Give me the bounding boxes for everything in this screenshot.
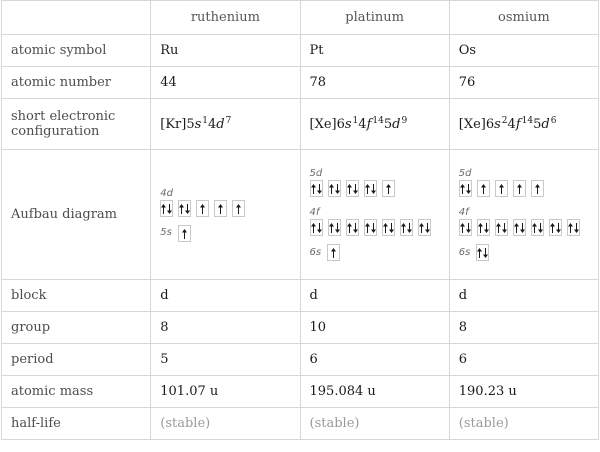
header-platinum: platinum	[300, 1, 449, 35]
spin-down-arrow-icon	[353, 223, 358, 233]
spin-up-arrow-icon	[347, 184, 352, 194]
config-cell	[151, 99, 300, 150]
spin-down-arrow-icon	[371, 223, 376, 233]
spin-up-arrow-icon	[532, 223, 537, 233]
orbital-box	[477, 180, 490, 197]
spin-down-arrow-icon	[484, 223, 489, 233]
aufbau-cell	[449, 150, 598, 280]
orbital-label: 6s	[458, 246, 471, 258]
cell-platinum: d	[300, 280, 449, 312]
aufbau-cell	[300, 150, 449, 280]
orbital-box	[346, 180, 359, 197]
spin-down-arrow-icon	[335, 223, 340, 233]
row-aufbau-diagram	[2, 150, 599, 280]
config-core: [Xe]	[458, 116, 486, 132]
cell-osmium: 76	[449, 67, 598, 99]
spin-up-arrow-icon	[460, 223, 465, 233]
orbital-label: 5d	[458, 168, 472, 179]
orbital-box-row	[327, 244, 340, 261]
orbital-box-row	[160, 200, 290, 217]
orbital-label: 4f	[458, 207, 469, 218]
orbital-box	[328, 219, 341, 236]
spin-down-arrow-icon	[353, 184, 358, 194]
spin-down-arrow-icon	[483, 248, 488, 258]
orbital-box	[328, 180, 341, 197]
spin-up-arrow-icon	[481, 184, 486, 194]
spin-up-arrow-icon	[331, 248, 336, 258]
orbital-box	[459, 219, 472, 236]
spacer	[459, 197, 589, 207]
config-shell-number: 6	[485, 116, 495, 132]
orbital-box	[567, 219, 580, 236]
spin-up-arrow-icon	[365, 223, 370, 233]
config-electron-count: 1	[352, 115, 359, 126]
spin-up-arrow-icon	[182, 229, 187, 239]
spin-down-arrow-icon	[466, 184, 471, 194]
element-comparison-table	[1, 0, 599, 440]
spin-down-arrow-icon	[317, 184, 322, 194]
cell-ruthenium: 101.07 u	[151, 376, 300, 408]
config-subshell-letter: d	[392, 116, 401, 132]
cell-ruthenium: 8	[151, 312, 300, 344]
header-empty	[2, 1, 151, 35]
orbital-s-row	[160, 225, 290, 242]
spin-up-arrow-icon	[236, 204, 241, 214]
spin-up-arrow-icon	[496, 223, 501, 233]
spin-up-arrow-icon	[311, 223, 316, 233]
spin-up-arrow-icon	[218, 204, 223, 214]
orbital-label: 6s	[309, 246, 322, 258]
orbital-box	[310, 180, 323, 197]
orbital-box-row	[310, 180, 440, 197]
row-group	[2, 312, 599, 344]
cell-osmium: 8	[449, 312, 598, 344]
orbital-box	[232, 200, 245, 217]
orbital-box-row	[476, 244, 489, 261]
orbital-box	[400, 219, 413, 236]
orbital-box	[382, 180, 395, 197]
cell-osmium: d	[449, 280, 598, 312]
cell-ruthenium: (stable)	[151, 408, 300, 440]
spin-up-arrow-icon	[499, 184, 504, 194]
orbital-box	[160, 200, 173, 217]
row-block	[2, 280, 599, 312]
orbital-box	[364, 219, 377, 236]
spin-down-arrow-icon	[371, 184, 376, 194]
row-label: period	[2, 344, 151, 376]
spin-down-arrow-icon	[425, 223, 430, 233]
spin-up-arrow-icon	[329, 184, 334, 194]
row-electron-configuration	[2, 99, 599, 150]
config-subshell-letter: s	[194, 116, 202, 132]
spacer	[310, 197, 440, 207]
orbital-box	[531, 219, 544, 236]
header-ruthenium: ruthenium	[151, 1, 300, 35]
spin-up-arrow-icon	[568, 223, 573, 233]
orbital-box	[196, 200, 209, 217]
orbital-label: 4f	[309, 207, 320, 218]
spin-up-arrow-icon	[161, 204, 166, 214]
orbital-box	[364, 180, 377, 197]
row-half-life	[2, 408, 599, 440]
cell-platinum: 195.084 u	[300, 376, 449, 408]
orbital-box	[459, 180, 472, 197]
config-shell-number: 6	[336, 116, 345, 132]
spin-down-arrow-icon	[167, 204, 172, 214]
config-cell	[300, 99, 449, 150]
cell-osmium: 190.23 u	[449, 376, 598, 408]
row-label: group	[2, 312, 151, 344]
config-subshell-letter: s	[494, 116, 501, 132]
orbital-box	[476, 244, 489, 261]
orbital-label: 5d	[309, 168, 323, 179]
spin-up-arrow-icon	[365, 184, 370, 194]
orbital-box-row	[178, 225, 191, 242]
config-subshell-letter: f	[515, 116, 521, 132]
config-shell-number: 4	[358, 116, 367, 132]
spin-down-arrow-icon	[466, 223, 471, 233]
orbital-box	[513, 180, 526, 197]
orbital-box	[513, 219, 526, 236]
spin-up-arrow-icon	[200, 204, 205, 214]
config-electron-count: 1	[202, 115, 209, 126]
config-shell-number: 5	[383, 116, 393, 132]
config-subshell-letter: d	[216, 116, 225, 132]
config-shell-number: 5	[533, 116, 542, 132]
config-core: [Kr]	[160, 116, 187, 132]
cell-platinum: Pt	[300, 35, 449, 67]
aufbau-cell	[151, 150, 300, 280]
spin-down-arrow-icon	[317, 223, 322, 233]
config-electron-count: 9	[401, 115, 408, 126]
cell-platinum: 10	[300, 312, 449, 344]
spin-down-arrow-icon	[389, 223, 394, 233]
cell-platinum: (stable)	[300, 408, 449, 440]
config-electron-count: 6	[550, 115, 557, 126]
cell-ruthenium: 5	[151, 344, 300, 376]
spin-down-arrow-icon	[520, 223, 525, 233]
cell-ruthenium: d	[151, 280, 300, 312]
config-electron-count: 2	[501, 115, 508, 126]
spin-down-arrow-icon	[556, 223, 561, 233]
config-subshell-letter: s	[344, 116, 352, 132]
spin-up-arrow-icon	[401, 223, 406, 233]
spin-up-arrow-icon	[383, 223, 388, 233]
config-electron-count: 7	[225, 115, 232, 126]
orbital-s-row	[310, 244, 440, 261]
orbital-box	[214, 200, 227, 217]
spin-up-arrow-icon	[311, 184, 316, 194]
config-cell	[449, 99, 598, 150]
orbital-box-row	[459, 180, 589, 197]
spin-down-arrow-icon	[335, 184, 340, 194]
spin-up-arrow-icon	[419, 223, 424, 233]
cell-ruthenium: 44	[151, 67, 300, 99]
config-shell-number: 5	[186, 116, 195, 132]
spin-down-arrow-icon	[502, 223, 507, 233]
row-label: atomic symbol	[2, 35, 151, 67]
orbital-box	[418, 219, 431, 236]
header-row	[2, 1, 599, 35]
row-label: Aufbau diagram	[2, 150, 151, 280]
config-subshell-letter: f	[366, 116, 372, 132]
orbital-box	[346, 219, 359, 236]
header-osmium: osmium	[449, 1, 598, 35]
orbital-box	[382, 219, 395, 236]
config-electron-count: 14	[521, 115, 534, 126]
spin-up-arrow-icon	[477, 248, 482, 258]
spin-up-arrow-icon	[460, 184, 465, 194]
orbital-box	[310, 219, 323, 236]
row-label: atomic mass	[2, 376, 151, 408]
row-atomic-mass	[2, 376, 599, 408]
spin-up-arrow-icon	[535, 184, 540, 194]
spin-down-arrow-icon	[574, 223, 579, 233]
orbital-box	[495, 180, 508, 197]
orbital-box	[495, 219, 508, 236]
spin-up-arrow-icon	[517, 184, 522, 194]
config-subshell-letter: d	[541, 116, 550, 132]
spin-down-arrow-icon	[538, 223, 543, 233]
row-label: atomic number	[2, 67, 151, 99]
orbital-box-row	[459, 219, 589, 236]
config-shell-number: 4	[507, 116, 516, 132]
spin-up-arrow-icon	[478, 223, 483, 233]
cell-osmium: Os	[449, 35, 598, 67]
cell-platinum: 6	[300, 344, 449, 376]
spin-up-arrow-icon	[550, 223, 555, 233]
config-electron-count: 14	[372, 115, 384, 126]
cell-platinum: 78	[300, 67, 449, 99]
row-label: short electronic configuration	[2, 99, 151, 150]
orbital-box	[178, 200, 191, 217]
orbital-box	[549, 219, 562, 236]
row-atomic-symbol	[2, 35, 599, 67]
row-label: block	[2, 280, 151, 312]
orbital-box	[531, 180, 544, 197]
spin-up-arrow-icon	[179, 204, 184, 214]
spin-up-arrow-icon	[329, 223, 334, 233]
orbital-box	[477, 219, 490, 236]
spin-down-arrow-icon	[407, 223, 412, 233]
spin-up-arrow-icon	[347, 223, 352, 233]
spin-up-arrow-icon	[514, 223, 519, 233]
spin-up-arrow-icon	[386, 184, 391, 194]
spin-down-arrow-icon	[185, 204, 190, 214]
cell-osmium: 6	[449, 344, 598, 376]
orbital-box-row	[310, 219, 440, 236]
cell-ruthenium: Ru	[151, 35, 300, 67]
row-label: half-life	[2, 408, 151, 440]
orbital-s-row	[459, 244, 589, 261]
orbital-box	[327, 244, 340, 261]
orbital-box	[178, 225, 191, 242]
row-atomic-number	[2, 67, 599, 99]
orbital-label: 4d	[160, 187, 173, 199]
config-shell-number: 4	[208, 116, 217, 132]
config-core: [Xe]	[309, 116, 337, 132]
orbital-label: 5s	[160, 227, 172, 238]
row-period	[2, 344, 599, 376]
cell-osmium: (stable)	[449, 408, 598, 440]
